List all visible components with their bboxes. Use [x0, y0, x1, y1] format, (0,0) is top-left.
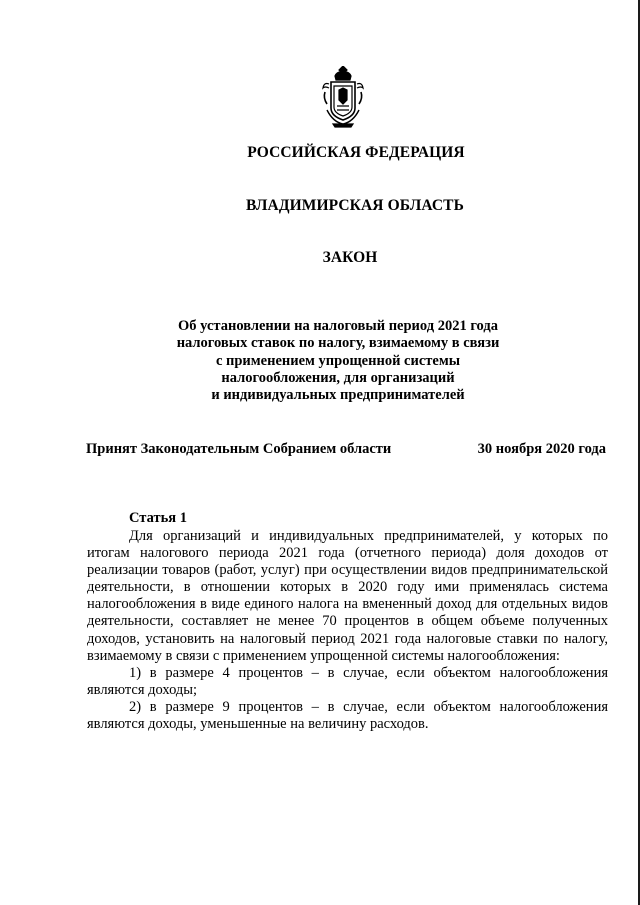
- adopted-by: Принят Законодательным Собранием области: [86, 441, 392, 457]
- article-body: [87, 528, 608, 733]
- law-title: [128, 318, 548, 404]
- law-title-line: и индивидуальных предпринимателей: [211, 387, 465, 404]
- document-kind-heading: ЗАКОН: [322, 249, 378, 266]
- region-heading: ВЛАДИМИРСКАЯ ОБЛАСТЬ: [246, 197, 464, 214]
- law-title-line: налоговых ставок по налогу, взимаемому в связи: [176, 335, 500, 352]
- law-title-line: Об установлении на налоговый период 2021 года: [178, 318, 498, 334]
- country-heading: РОССИЙСКАЯ ФЕДЕРАЦИЯ: [247, 144, 465, 161]
- article-paragraph: Для организаций и индивидуальных предпринимателей, у которых по итогам налогового периода 2021 года (отчетного периода) доля доходов от реализации товаров (работ, услуг) при осуществлении видов предпринимательской деятельности, в отношении которых в 2020 году ими применялась система налогообложения в виде единого налога на вмененный доход для отдельных видов деятельности, составляет не менее 70 процентов в общем объеме полученных доходов, установить на налоговый период 2021 года налоговые ставки по налогу, взимаемому в связи с применением упрощенной системы налогообложения:: [87, 528, 608, 664]
- adoption-date: 30 ноября 2020 года: [477, 441, 606, 457]
- law-title-line: налогообложения, для организаций: [221, 369, 455, 386]
- article-paragraph: 1) в размере 4 процентов – в случае, если объектом налогообложения являются доходы;: [87, 664, 608, 698]
- article-title: Статья 1: [129, 510, 187, 526]
- law-title-line: с применением упрощенной системы: [215, 352, 461, 369]
- coat-of-arms-icon: [321, 66, 365, 128]
- article-paragraph: 2) в размере 9 процентов – в случае, если объектом налогообложения являются доходы, уменьшенные на величину расходов.: [87, 698, 608, 733]
